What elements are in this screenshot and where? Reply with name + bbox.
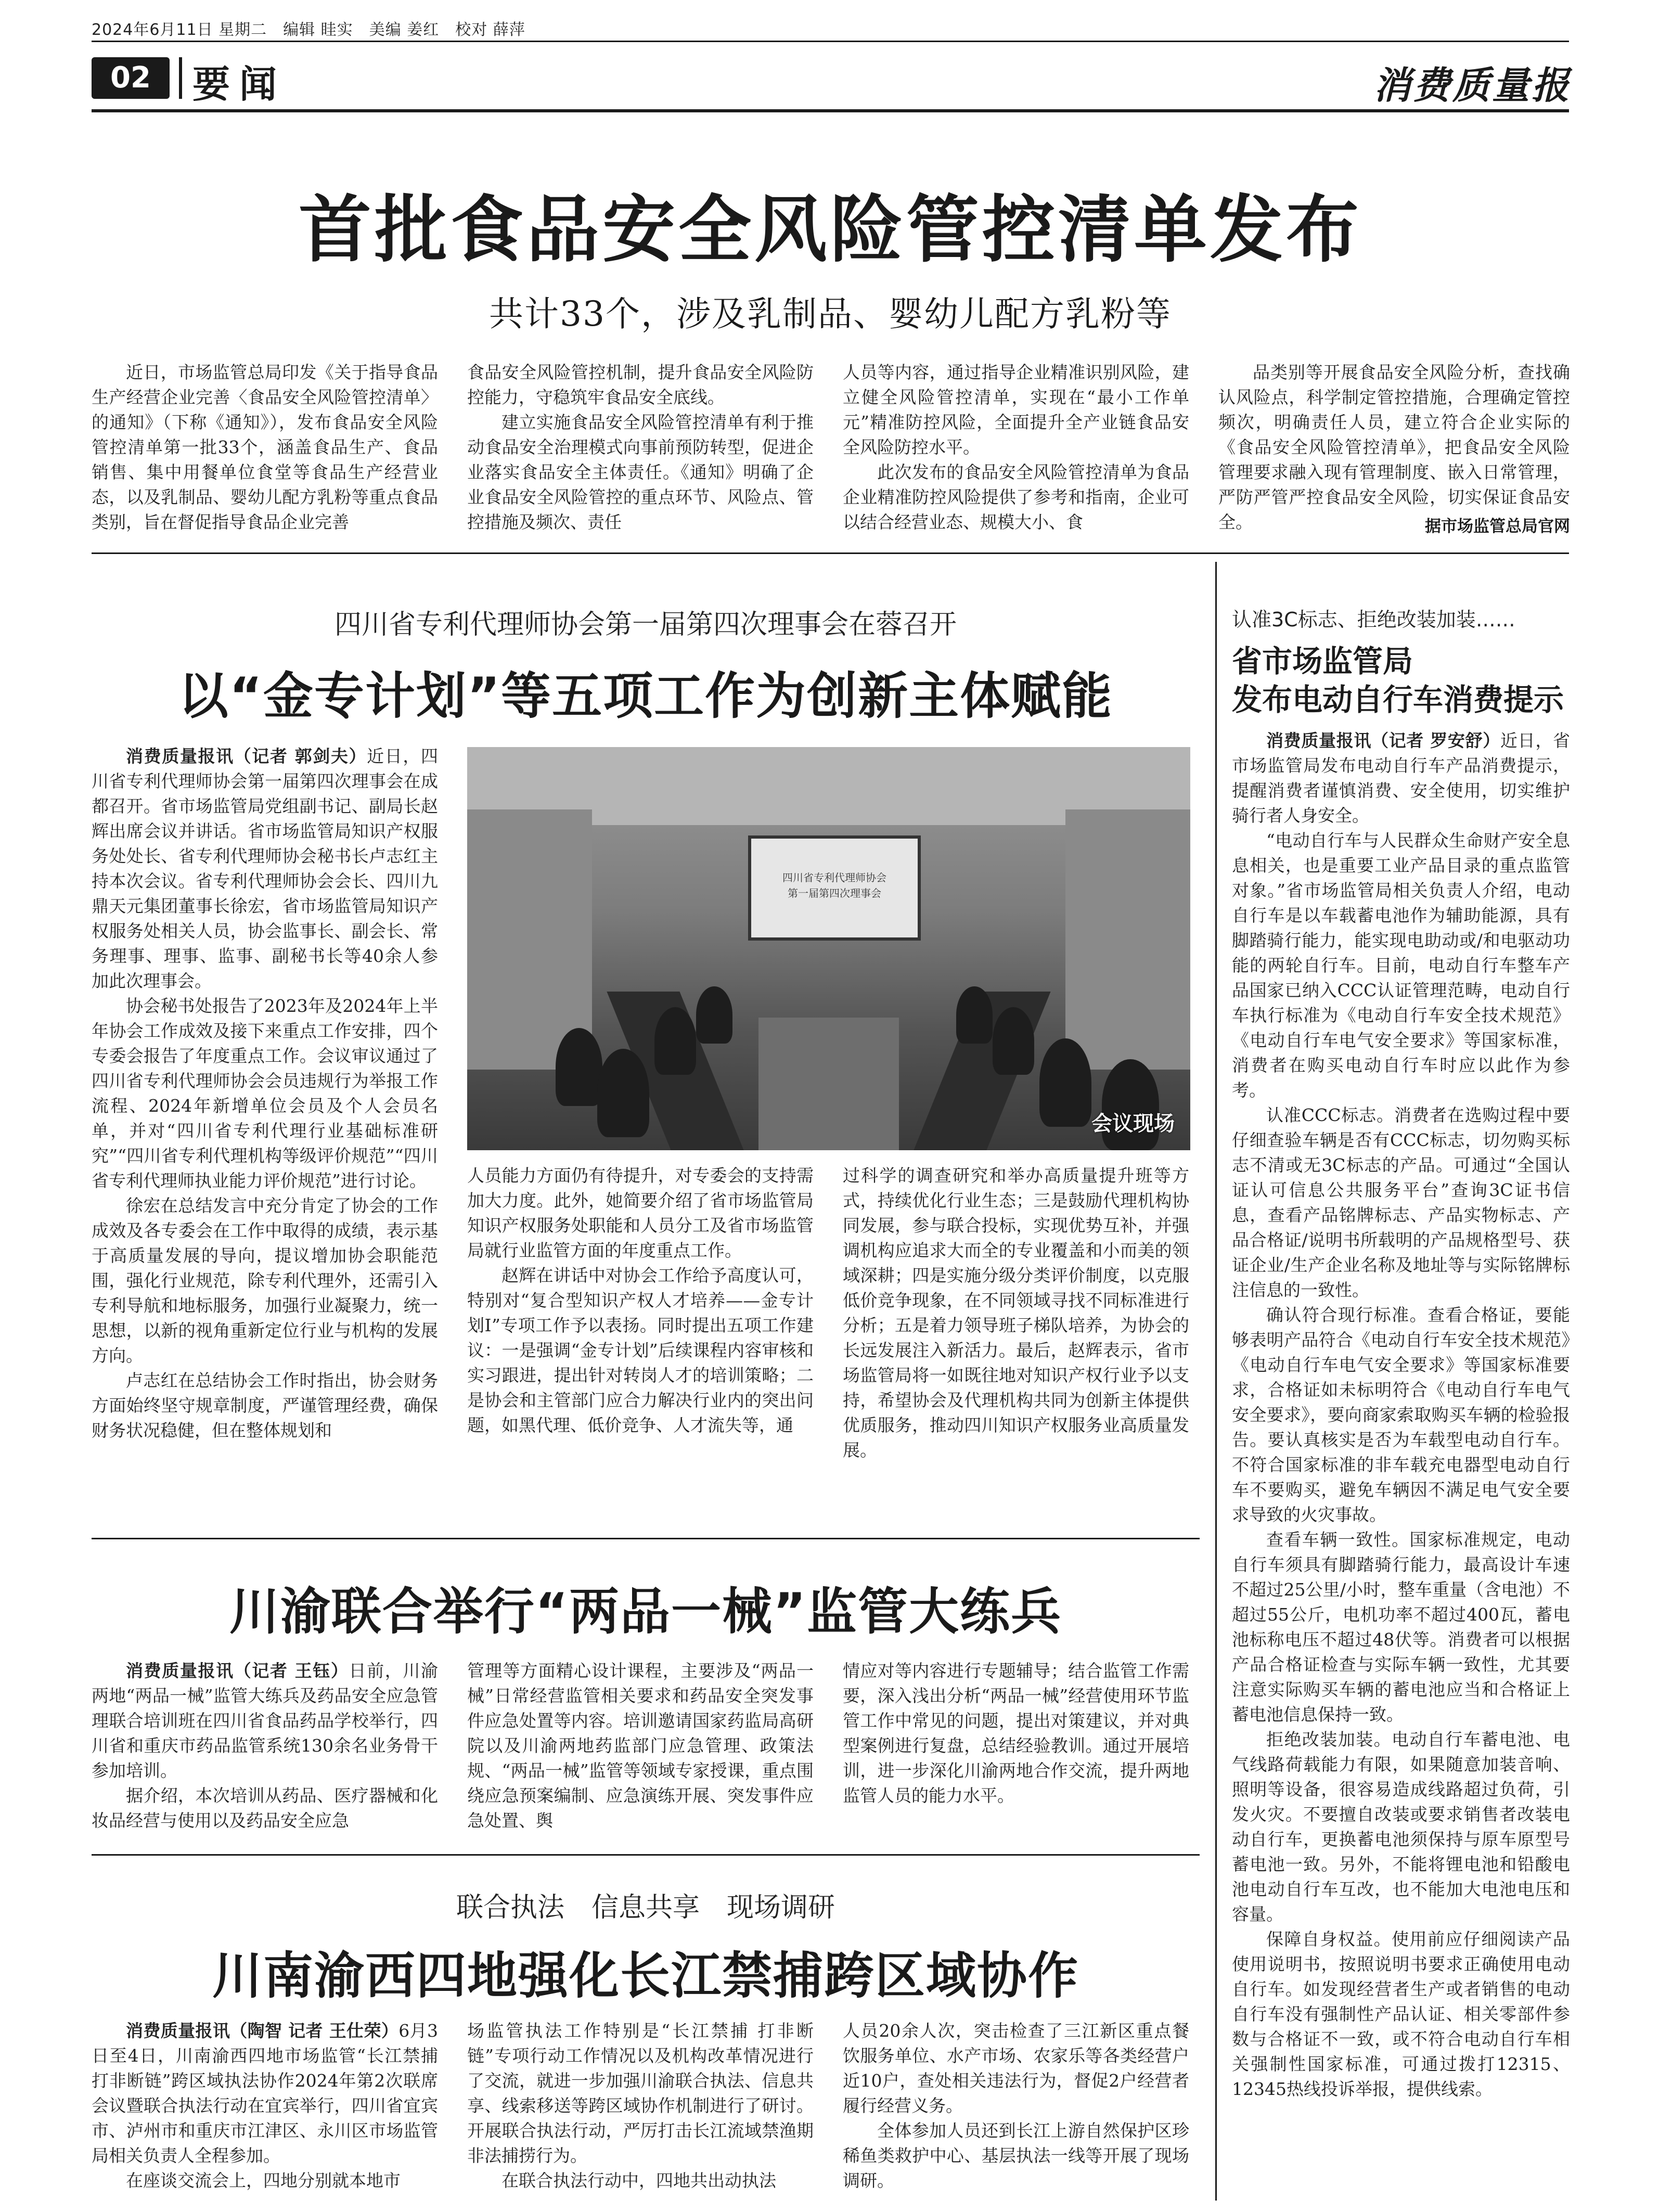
patent-col1-body xyxy=(92,994,438,1443)
paragraph: 赵辉在讲话中对协会工作给予高度认可，特别对“复合型知识产权人才培养——金专计划Ⅰ”专项工作予以表扬。同时提出五项工作建议：一是强调“金专计划”后续课程内容审核和实习跟进，提出针对转岗人才的培训策略；二是协会和主管部门应合力解决行业内的突出问题，如黑代理、低价竞争、人才流失等，通 xyxy=(467,1265,814,1435)
ebike-kicker: 认准3C标志、拒绝改装加装…… xyxy=(1232,608,1515,631)
ebike-paragraphs xyxy=(1232,828,1570,2102)
meeting-photo xyxy=(467,747,1190,1150)
paragraph: “电动自行车与人民群众生命财产安全息息相关，也是重要工业产品目录的重点监管对象。”省市场监管局相关负责人介绍，电动自行车是以车载蓄电池作为辅助能源，具有脚踏骑行能力，能实现电助动或/和电驱动功能的两轮自行车。目前，电动自行车整车产品国家已纳入CCC认证管理范畴，电动自行车执行标准为《电动自行车安全技术规范》《电动自行车电气安全要求》等国家标准，消费者在购买电动自行车时应以此作为参考。 xyxy=(1232,830,1570,1100)
photo-curtain-right xyxy=(1065,809,1190,1070)
yangtze-column-3 xyxy=(843,2018,1189,2195)
patent-column-1 xyxy=(92,744,438,1524)
paragraph: 卢志红在总结协会工作时指出，协会财务方面始终坚守规章制度，严谨管理经费，确保财务状况稳健，但在整体规划和 xyxy=(92,1370,438,1441)
rule-under-lead xyxy=(92,552,1569,554)
yangtze-col1-lead: 6月3日至4日，川南渝西四地市场监管“长江禁捕 打非断链”跨区域执法协作2024年第2次联席会议暨联合执法行动在宜宾举行，四川省宜宾市、泸州市和重庆市江津区、永川区市场监管局相关负责人全程参加。 xyxy=(92,2021,438,2166)
attendee xyxy=(556,1028,602,1106)
projection-screen xyxy=(748,835,921,941)
section-title: 要闻 xyxy=(192,62,287,106)
paragraph: 确认符合现行标准。查看合格证，要能够表明产品符合《电动自行车安全技术规范》《电动自行车电气安全要求》等国家标准要求，合格证如未标明符合《电动自行车电气安全要求》，要向商家索取购买车辆的检验报告。要认真核实是否为车载型电动自行车。不符合国家标准的非车载充电器型电动自行车不要购买，避免车辆因不满足电气安全要求导致的火灾事故。 xyxy=(1232,1305,1570,1525)
paragraph: 此次发布的食品安全风险管控清单为食品企业精准防控风险提供了参考和指南，企业可以结合经营业态、规模大小、食 xyxy=(843,462,1189,532)
yangtze-column-2 xyxy=(467,2018,814,2195)
newspaper-name: 消费质量报 xyxy=(1373,63,1571,107)
lead-col3-text: 人员等内容，通过指导企业精准识别风险，建立健全风险管控清单，实现在“最小工作单元”精准防控风险，全面提升全产业链食品安全风险防控水平。 xyxy=(843,362,1189,457)
ebike-lead: 近日，省市场监管局发布电动自行车产品消费提示，提醒消费者谨慎消费、安全使用，切实维护骑行者人身安全。 xyxy=(1232,730,1570,826)
masthead-rule-top xyxy=(92,41,1569,42)
paragraph: 认准CCC标志。消费者在选购过程中要仔细查验车辆是否有CCC标志，切勿购买标志不清或无3C标志的产品。可通过“全国认证认可信息公共服务平台”查询3C证书信息，查看产品铭牌标志、产品实物标志、产品合格证/说明书所载明的产品规格型号、获证企业/生产企业名称及地址等与实际铭牌标注信息的一致性。 xyxy=(1232,1105,1570,1300)
attendee xyxy=(956,986,993,1044)
ebike-body xyxy=(1232,728,1570,2201)
attendee xyxy=(993,1007,1034,1075)
drill-headline: 川渝联合举行“两品一械”监管大练兵 xyxy=(229,1583,1062,1641)
lead-column-1 xyxy=(92,360,438,537)
paragraph: 场监管执法工作特别是“长江禁捕 打非断链”专项行动工作情况以及机构改革情况进行了交流，就进一步加强川渝联合执法、信息共享、线索移送等跨区域协作机制进行了研讨。开展联合执法行动，严厉打击长江流域禁渔期非法捕捞行为。 xyxy=(467,2021,814,2166)
drill-column-3 xyxy=(843,1658,1189,1835)
lead-col1-text: 近日，市场监管总局印发《关于指导食品生产经营企业完善〈食品安全风险管控清单〉的通知》（下称《通知》），发布食品安全风险管控清单第一批33个，涵盖食品生产、食品销售、集中用餐单位食堂等食品生产经营业态，以及乳制品、婴幼儿配方乳粉等重点食品类别，旨在督促指导食品企业完善 xyxy=(92,362,438,532)
lead-column-2 xyxy=(467,360,814,537)
paragraph: 协会秘书处报告了2023年及2024年上半年协会工作成效及接下来重点工作安排，四个专委会报告了年度重点工作。会议审议通过了四川省专利代理师协会会员违规行为举报工作流程、2024年新增单位会员及个人会员名单，并对“四川省专利代理行业基础标准研究”“四川省专利代理机构等级评价规范”“四川省专利代理师执业能力评价规范”进行讨论。 xyxy=(92,996,438,1191)
patent-headline: 以“金专计划”等五项工作为创新主体赋能 xyxy=(178,667,1113,725)
paragraph: 人员能力方面仍有待提升，对专委会的支持需加大力度。此外，她简要介绍了省市场监管局知识产权服务处职能和人员分工及省市场监管局就行业监管方面的年度重点工作。 xyxy=(467,1165,814,1261)
lead-source: 据市场监管总局官网 xyxy=(1425,517,1570,536)
rule-above-yangtze xyxy=(92,1854,1200,1856)
lead-col2-text: 食品安全风险管控机制，提升食品安全风险防控能力，守稳筑牢食品安全底线。 xyxy=(467,362,814,407)
patent-col3-text: 过科学的调查研究和举办高质量提升班等方式，持续优化行业生态；三是鼓励代理机构协同发展，参与联合投标，实现优势互补，并强调机构应追求大而全的专业覆盖和小而美的领域深耕；四是实施分级分类评价制度，以克服低价竞争现象，在不同领域寻找不同标准进行分析；五是着力领导班子梯队培养，为协会的长远发展注入新活力。最后，赵辉表示，省市场监管局将一如既往地对知识产权行业予以支持，希望协会及代理机构共同为创新主体提供优质服务，推动四川知识产权服务业高质量发展。 xyxy=(843,1165,1189,1460)
yangtze-col2-body xyxy=(467,2018,814,2193)
section-divider xyxy=(179,57,182,99)
right-column-rule xyxy=(1215,562,1217,2201)
ebike-headline-line1: 省市场监管局 xyxy=(1232,644,1413,679)
patent-kicker: 四川省专利代理师协会第一届第四次理事会在蓉召开 xyxy=(334,609,957,640)
page-number: 02 xyxy=(92,57,170,99)
paragraph: 拒绝改装加装。电动自行车蓄电池、电气线路荷载能力有限，如果随意加装音响、照明等设备，很容易造成线路超过负荷，引发火灾。不要擅自改装或要求销售者改装电动自行车，更换蓄电池须保持与原车原型号蓄电池一致。另外，不能将锂电池和铅酸电池电动自行车互改，也不能加大电池电压和容量。 xyxy=(1232,1729,1570,1924)
paragraph: 查看车辆一致性。国家标准规定，电动自行车须具有脚踏骑行能力，最高设计车速不超过25公里/小时，整车重量（含电池）不超过55公斤，电机功率不超过400瓦，蓄电池标称电压不超过48伏等。消费者可以根据产品合格证检查与实际车辆一致性，尤其要注意实际购买车辆的蓄电池应当和合格证上蓄电池信息保持一致。 xyxy=(1232,1529,1570,1725)
paragraph: 人员20余人次，突击检查了三江新区重点餐饮服务单位、水产市场、农家乐等各类经营户近10户，查处相关违法行为，督促2户经营者履行经营义务。 xyxy=(843,2021,1189,2116)
paragraph: 建立实施食品安全风险管控清单有利于推动食品安全治理模式向事前预防转型，促进企业落实食品安全主体责任。《通知》明确了企业食品安全风险管控的重点环节、风险点、管控措施及频次、责任 xyxy=(467,412,814,532)
drill-col2-text: 管理等方面精心设计课程，主要涉及“两品一械”日常经营监管相关要求和药品安全突发事件应急处置等内容。培训邀请国家药监局高研院以及川渝两地药监部门应急管理、政策法规、“两品一械”监管等领域专家授课，重点围绕应急预案编制、应急演练开展、突发事件应急处置、舆 xyxy=(467,1661,814,1831)
drill-col1-lead: 日前，川渝两地“两品一械”监管大练兵及药品安全应急管理联合培训班在四川省食品药品学校举行，四川省和重庆市药品监管系统130余名业务骨干参加培训。 xyxy=(92,1661,439,1781)
yangtze-byline: 消费质量报讯（陶智 记者 王仕荣） xyxy=(126,2021,399,2041)
paragraph: 保障自身权益。使用前应仔细阅读产品使用说明书，按照说明书要求正确使用电动自行车。如发现经营者生产或者销售的电动自行车没有强制性产品认证、相关零部件参数与合格证不一致，或不符合电动自行车相关强制性国家标准，可通过拨打12315、12345热线投诉举报，提供线索。 xyxy=(1232,1929,1570,2099)
lead-col4-text: 品类别等开展食品安全风险分析，查找确认风险点，科学制定管控措施，合理确定管控频次，明确责任人员，建立符合企业实际的《食品安全风险管控清单》，把食品安全风险管理要求融入现有管理制度、嵌入日常管理，严防严管严控食品安全风险，切实保证食品安全。 xyxy=(1218,362,1570,532)
attendee xyxy=(597,1049,649,1137)
drill-byline: 消费质量报讯（记者 王钰） xyxy=(126,1661,349,1681)
paragraph: 全体参加人员还到长江上游自然保护区珍稀鱼类救护中心、基层执法一线等开展了现场调研。 xyxy=(843,2120,1189,2191)
yangtze-column-1 xyxy=(92,2018,438,2195)
paragraph: 徐宏在总结发言中充分肯定了协会的工作成效及各专委会在工作中取得的成绩，表示基于高质量发展的导向，提议增加协会职能范围，强化行业规范，除专利代理外，还需引入专利导航和地标服务，加强行业凝聚力，统一思想，以新的视角重新定位行业与机构的发展方向。 xyxy=(92,1195,438,1366)
masthead-rule-thick xyxy=(92,109,1569,112)
yangtze-headline: 川南渝西四地强化长江禁捕跨区域协作 xyxy=(212,1947,1079,2005)
yangtze-col1-body xyxy=(92,2168,438,2193)
yangtze-kicker: 联合执法 信息共享 现场调研 xyxy=(456,1892,835,1923)
drill-col1-body xyxy=(92,1783,438,1833)
patent-byline: 消费质量报讯（记者 郭剑夫） xyxy=(126,746,367,766)
photo-floor xyxy=(758,1018,899,1150)
patent-col2-body xyxy=(467,1163,814,1438)
yangtze-col3-body xyxy=(843,2018,1189,2193)
drill-column-1 xyxy=(92,1658,438,1835)
ebike-headline-line2: 发布电动自行车消费提示 xyxy=(1232,682,1564,717)
attendee xyxy=(654,1007,696,1075)
attendee xyxy=(1039,1038,1091,1127)
lead-headline: 首批食品安全风险管控清单发布 xyxy=(298,188,1362,273)
rule-above-drill xyxy=(92,1538,1200,1539)
drill-column-2 xyxy=(467,1658,814,1835)
photo-caption: 会议现场 xyxy=(1091,1112,1175,1136)
paragraph: 据介绍，本次培训从药品、医疗器械和化妆品经营与使用以及药品安全应急 xyxy=(92,1785,438,1831)
lead-column-3 xyxy=(843,360,1189,537)
screen-title: 四川省专利代理师协会 第一届第四次理事会 xyxy=(782,871,886,899)
paragraph: 在联合执法行动中，四地共出动执法 xyxy=(501,2170,776,2191)
paragraph: 在座谈交流会上，四地分别就本地市 xyxy=(126,2170,401,2191)
edition-meta: 2024年6月11日 星期二 编辑 眭实 美编 姜红 校对 薛萍 xyxy=(92,21,525,39)
drill-col3-text: 情应对等内容进行专题辅导；结合监管工作需要，深入浅出分析“两品一械”经营使用环节监管工作中常见的问题，提出对策建议，并对典型案例进行复盘，总结经验教训。通过开展培训，进一步深化川渝两地合作交流，提升两地监管人员的能力水平。 xyxy=(843,1661,1189,1806)
lead-subheadline: 共计33个，涉及乳制品、婴幼儿配方乳粉等 xyxy=(489,294,1172,334)
ebike-byline: 消费质量报讯（记者 罗安舒） xyxy=(1266,730,1500,751)
attendee xyxy=(696,986,732,1044)
patent-col1-lead: 近日，四川省专利代理师协会第一届第四次理事会在成都召开。省市场监管局党组副书记、副局长赵辉出席会议并讲话。省市场监管局知识产权服务处处长、省专利代理师协会秘书长卢志红主持本次会议。省专利代理师协会会长、四川九鼎天元集团董事长徐宏，省市场监管局知识产权服务处相关人员，协会监事长、副会长、常务理事、理事、监事、副秘书长等40余人参加此次理事会。 xyxy=(92,746,438,991)
patent-column-2 xyxy=(467,1163,814,1522)
patent-column-3 xyxy=(843,1163,1189,1522)
